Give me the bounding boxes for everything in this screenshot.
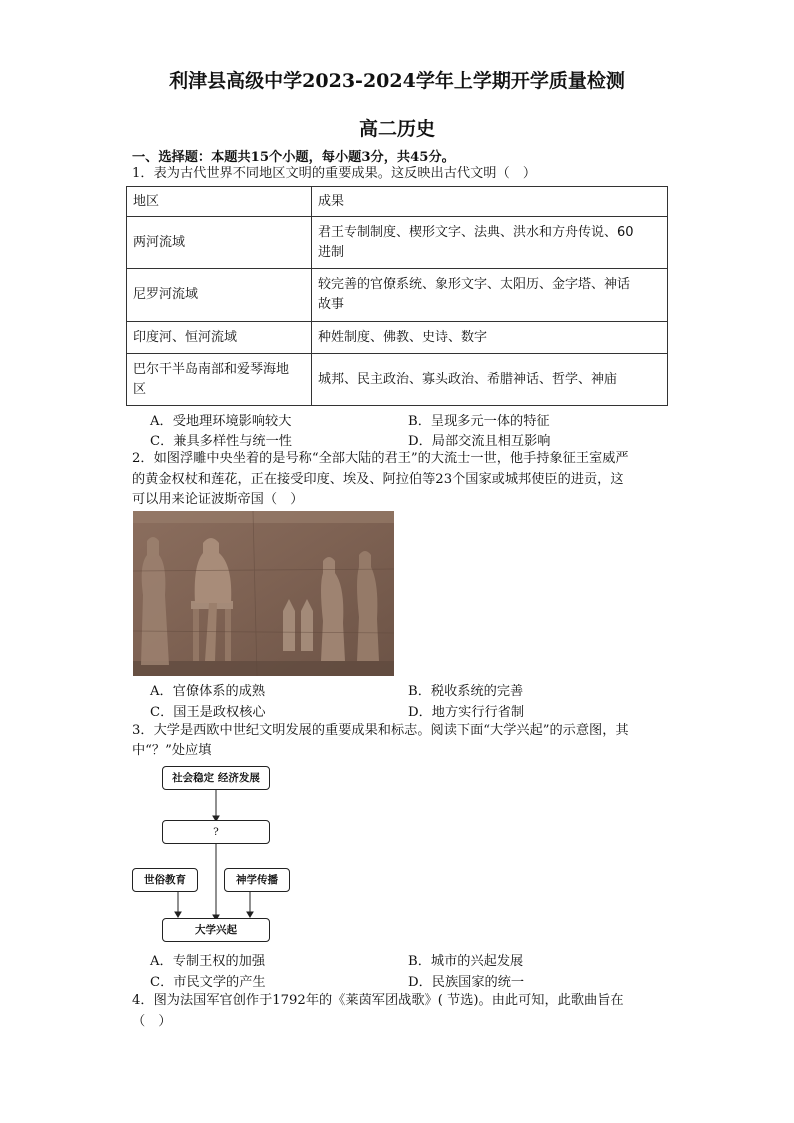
diagram-box-theology: 神学传播 [224, 868, 290, 892]
table-header-region: 地区 [127, 187, 312, 217]
table-cell-region: 尼罗河流域 [127, 269, 312, 322]
table-cell-region [127, 354, 312, 406]
result-line: 进制 [318, 244, 345, 260]
diagram-box-bottom: 大学兴起 [162, 918, 270, 942]
q1-option-b[interactable]: B．呈现多元一体的特征 [408, 414, 550, 429]
q2-option-d[interactable]: D．地方实行行省制 [408, 705, 525, 720]
q4-stem-line: 4．图为法国军官创作于1792年的《莱茵军团战歌》( 节选)。由此可知，此歌曲旨在 [132, 993, 624, 1008]
persian-relief-image [133, 511, 394, 676]
table-cell-region: 两河流域 [127, 217, 312, 269]
q3-option-a[interactable]: A．专制王权的加强 [150, 954, 266, 969]
q1-stem: 1．表为古代世界不同地区文明的重要成果。这反映出古代文明（ ） [132, 166, 537, 181]
table-cell-region: 印度河、恒河流域 [127, 322, 312, 354]
q1-option-a[interactable]: A．受地理环境影响较大 [150, 414, 292, 429]
table-row [127, 354, 668, 406]
diagram-box-question: ? [162, 820, 270, 844]
university-rise-diagram [128, 764, 288, 944]
diagram-box-top: 社会稳定 经济发展 [162, 766, 270, 790]
q1-option-d[interactable]: D．局部交流且相互影响 [408, 434, 551, 449]
table-cell-result: 城邦、民主政治、寡头政治、希腊神话、哲学、神庙 [312, 354, 668, 406]
q2-stem-line: 2．如图浮雕中央坐着的是号称“全部大陆的君王”的大流士一世，他手持象征王室威严 [132, 451, 629, 466]
result-line: 君王专制制度、楔形文字、法典、洪水和方舟传说、60 [318, 224, 634, 240]
table-cell-result: 种姓制度、佛教、史诗、数字 [312, 322, 668, 354]
q2-stem-line: 的黄金权杖和莲花，正在接受印度、埃及、阿拉伯等23个国家或城邦使臣的进贡，这 [132, 472, 624, 487]
q4-stem-line: （ ） [132, 1014, 172, 1029]
table-row [127, 322, 668, 354]
q2-option-c[interactable]: C．国王是政权核心 [150, 705, 266, 720]
diagram-arrows [128, 764, 288, 944]
q3-option-b[interactable]: B．城市的兴起发展 [408, 954, 524, 969]
q1-option-c[interactable]: C．兼具多样性与统一性 [150, 434, 292, 449]
section-heading: 一、选择题：本题共15个小题，每小题3分，共45分。 [132, 150, 455, 165]
q2-stem-line: 可以用来论证波斯帝国（ ） [132, 492, 304, 507]
q3-stem-line: 中“？”处应填 [132, 743, 212, 758]
region-line: 巴尔干半岛南部和爱琴海地 [133, 361, 290, 377]
q1-table [126, 186, 668, 406]
exam-subject: 高二历史 [358, 118, 435, 140]
table-row [127, 217, 668, 269]
table-cell-result [312, 269, 668, 322]
q3-option-d[interactable]: D．民族国家的统一 [408, 975, 525, 990]
diagram-box-secular-education: 世俗教育 [132, 868, 198, 892]
q2-option-b[interactable]: B．税收系统的完善 [408, 684, 524, 699]
table-header-result: 成果 [312, 187, 668, 217]
table-header-row [127, 187, 668, 217]
exam-title: 利津县高级中学2023-2024学年上学期开学质量检测 [169, 70, 625, 92]
relief-illustration [133, 511, 394, 676]
table-cell-result [312, 217, 668, 269]
q2-option-a[interactable]: A．官僚体系的成熟 [150, 684, 266, 699]
result-line: 故事 [318, 297, 345, 312]
q3-stem-line: 3．大学是西欧中世纪文明发展的重要成果和标志。阅读下面“大学兴起”的示意图，其 [132, 723, 629, 738]
region-line: 区 [133, 381, 147, 397]
result-line: 较完善的官僚系统、象形文字、太阳历、金字塔、神话 [318, 277, 631, 292]
q3-option-c[interactable]: C．市民文学的产生 [150, 975, 266, 990]
table-row [127, 269, 668, 322]
